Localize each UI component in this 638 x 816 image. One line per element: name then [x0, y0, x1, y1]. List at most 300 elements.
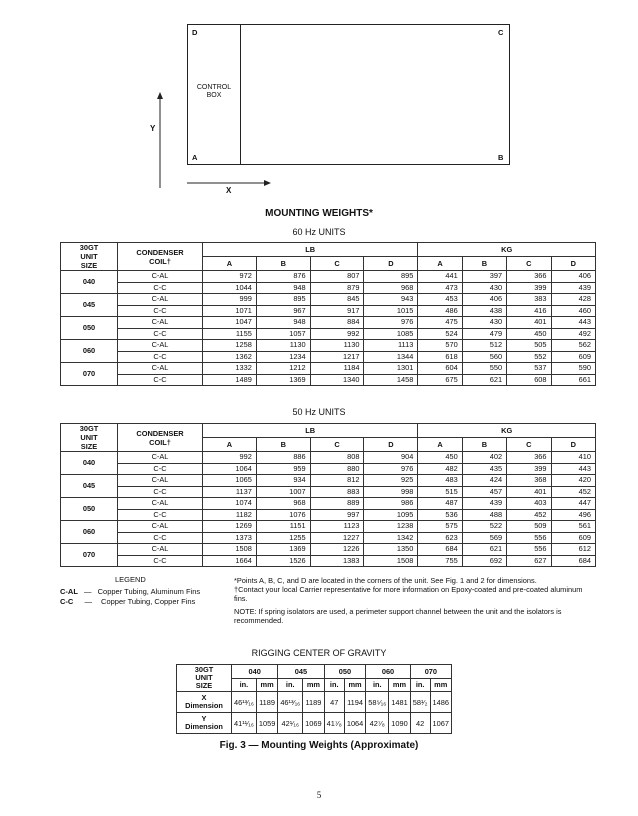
table-row: [61, 532, 596, 544]
notes-block: [234, 576, 596, 625]
note-star: *Points A, B, C, and D are located in the corners of the unit. See Fig. 1 and 2 for dimensions.: [234, 576, 537, 585]
weight-cell: 886: [256, 452, 310, 464]
weight-cell: 1130: [310, 340, 364, 352]
weight-cell: 1350: [364, 544, 418, 556]
cog-unit-header: mm: [389, 678, 410, 692]
weight-cell: 488: [462, 509, 506, 521]
weight-cell: 496: [551, 509, 595, 521]
table-row: [177, 713, 452, 734]
coil-type: C-C: [118, 532, 203, 544]
weight-cell: 661: [551, 374, 595, 386]
weight-cell: 1458: [364, 374, 418, 386]
cog-value: 1059: [256, 713, 277, 734]
weight-cell: 486: [418, 305, 462, 317]
weight-cell: 561: [551, 521, 595, 533]
mounting-weights-title: MOUNTING WEIGHTS*: [265, 208, 373, 219]
header-row: [61, 424, 596, 438]
weight-cell: 441: [418, 271, 462, 283]
control-box-line2: BOX: [206, 92, 222, 99]
weight-cell: 560: [462, 351, 506, 363]
weight-cell: 1369: [256, 544, 310, 556]
cog-table: [176, 664, 452, 734]
weight-cell: 1113: [364, 340, 418, 352]
size-header-line: SIZE: [195, 681, 213, 690]
cog-size-header: 070: [410, 665, 451, 679]
legend-dash: —: [84, 587, 92, 596]
point-header: A: [418, 438, 462, 452]
size-header: [61, 424, 118, 452]
weight-cell: 439: [551, 282, 595, 294]
corner-b-label: B: [498, 153, 504, 162]
weight-cell: 443: [551, 317, 595, 329]
corner-a-label: A: [192, 153, 198, 162]
size-header-line: 30GT: [79, 424, 99, 433]
coil-type: C-AL: [118, 521, 203, 533]
legend-text: Copper Tubing, Aluminum Fins: [97, 587, 201, 596]
weight-cell: 1074: [203, 498, 257, 510]
weight-cell: 460: [551, 305, 595, 317]
size-header-line: UNIT: [195, 673, 213, 682]
size-header-line: SIZE: [80, 261, 98, 270]
unit-size: 045: [61, 475, 118, 498]
legend-title: LEGEND: [115, 575, 146, 584]
weight-cell: 368: [507, 475, 551, 487]
size-header-line: UNIT: [80, 433, 98, 442]
table-row: [61, 374, 596, 386]
weight-cell: 692: [462, 555, 506, 567]
weight-cell: 537: [507, 363, 551, 375]
weight-cell: 604: [418, 363, 462, 375]
coil-type: C-AL: [118, 340, 203, 352]
cog-value: 1194: [344, 692, 365, 713]
weight-cell: 1064: [203, 463, 257, 475]
coil-type: C-AL: [118, 452, 203, 464]
coil-type: C-AL: [118, 498, 203, 510]
unit-size: 050: [61, 498, 118, 521]
weight-cell: 483: [418, 475, 462, 487]
weight-cell: 1362: [203, 351, 257, 363]
cog-value: 42: [410, 713, 430, 734]
coil-header-line: COIL†: [149, 256, 171, 266]
note-spring: NOTE: If spring isolators are used, a perimeter support channel between the unit and the isolators is recommended.: [234, 607, 562, 625]
weight-cell: 609: [551, 351, 595, 363]
weight-cell: 1508: [364, 555, 418, 567]
size-header-line: UNIT: [80, 252, 98, 261]
cog-value: 1189: [303, 692, 324, 713]
weight-cell: 755: [418, 555, 462, 567]
weight-cell: 1155: [203, 328, 257, 340]
weight-cell: 435: [462, 463, 506, 475]
weight-cell: 524: [418, 328, 462, 340]
weight-cell: 1340: [310, 374, 364, 386]
weight-cell: 1057: [256, 328, 310, 340]
corner-d-label: D: [192, 28, 198, 37]
table-row: [61, 498, 596, 510]
weight-cell: 569: [462, 532, 506, 544]
weight-cell: 976: [364, 463, 418, 475]
weight-cell: 1269: [203, 521, 257, 533]
coil-type: C-C: [118, 305, 203, 317]
size-header: [61, 243, 118, 271]
weight-cell: 1373: [203, 532, 257, 544]
weight-cell: 1212: [256, 363, 310, 375]
weight-cell: 845: [310, 294, 364, 306]
weight-cell: 401: [507, 317, 551, 329]
weight-cell: 1227: [310, 532, 364, 544]
table-row: [61, 328, 596, 340]
unit-size: 070: [61, 363, 118, 386]
size-header: [177, 665, 232, 692]
table-row: [61, 351, 596, 363]
weight-cell: 479: [462, 328, 506, 340]
cog-unit-header: in.: [324, 678, 344, 692]
x-axis-label: X: [226, 186, 232, 195]
weight-cell: 1015: [364, 305, 418, 317]
point-header: D: [364, 438, 418, 452]
size-header-line: 30GT: [194, 665, 214, 674]
weight-cell: 428: [551, 294, 595, 306]
weight-cell: 1217: [310, 351, 364, 363]
weight-cell: 1226: [310, 544, 364, 556]
weight-cell: 556: [507, 544, 551, 556]
weight-cell: 917: [310, 305, 364, 317]
figure-caption: Fig. 3 — Mounting Weights (Approximate): [219, 740, 419, 751]
header-row: [61, 243, 596, 257]
weight-cell: 967: [256, 305, 310, 317]
unit-size: 040: [61, 452, 118, 475]
unit-size: 040: [61, 271, 118, 294]
weight-cell: 992: [310, 328, 364, 340]
point-header: D: [551, 438, 595, 452]
weight-cell: 383: [507, 294, 551, 306]
y-axis-label: Y: [150, 124, 156, 133]
table-row: [61, 271, 596, 283]
weight-cell: 399: [507, 282, 551, 294]
point-header: A: [418, 257, 462, 271]
coil-type: C-AL: [118, 363, 203, 375]
weight-cell: 475: [418, 317, 462, 329]
legend-dash: —: [84, 597, 92, 606]
cog-value: 58⁵⁄₁₆: [366, 692, 389, 713]
weight-cell: 675: [418, 374, 462, 386]
table-row: [61, 463, 596, 475]
weight-cell: 562: [551, 340, 595, 352]
coil-type: C-C: [118, 351, 203, 363]
weight-cell: 1238: [364, 521, 418, 533]
weight-cell: 1123: [310, 521, 364, 533]
weight-cell: 612: [551, 544, 595, 556]
weight-cell: 406: [462, 294, 506, 306]
weight-cell: 879: [310, 282, 364, 294]
weight-cell: 512: [462, 340, 506, 352]
point-header: B: [256, 257, 310, 271]
unit-size: 060: [61, 521, 118, 544]
weight-cell: 575: [418, 521, 462, 533]
coil-type: C-C: [118, 282, 203, 294]
weight-cell: 997: [310, 509, 364, 521]
lb-header: LB: [203, 243, 418, 257]
unit-size: 045: [61, 294, 118, 317]
table-row: [61, 509, 596, 521]
weight-cell: 1095: [364, 509, 418, 521]
weight-cell: 880: [310, 463, 364, 475]
weight-cell: 968: [364, 282, 418, 294]
coil-type: C-AL: [118, 475, 203, 487]
weight-cell: 399: [507, 463, 551, 475]
weight-cell: 609: [551, 532, 595, 544]
weight-cell: 889: [310, 498, 364, 510]
weight-cell: 430: [462, 317, 506, 329]
weight-cell: 447: [551, 498, 595, 510]
unit-size: 060: [61, 340, 118, 363]
weight-cell: 1255: [256, 532, 310, 544]
weight-cell: 473: [418, 282, 462, 294]
coil-type: C-AL: [118, 271, 203, 283]
weight-cell: 1344: [364, 351, 418, 363]
cog-value: 1067: [430, 713, 451, 734]
weight-cell: 430: [462, 282, 506, 294]
weight-cell: 550: [462, 363, 506, 375]
weight-cell: 1044: [203, 282, 257, 294]
cog-value: 46¹³⁄₁₆: [232, 692, 257, 713]
weight-cell: 590: [551, 363, 595, 375]
dimension-label-line: Dimension: [185, 701, 223, 710]
coil-type: C-C: [118, 374, 203, 386]
dimension-label-line: Dimension: [185, 722, 223, 731]
cog-unit-header: in.: [410, 678, 430, 692]
weight-cell: 1007: [256, 486, 310, 498]
table-50hz-caption: 50 Hz UNITS: [292, 407, 346, 417]
cog-title: RIGGING CENTER OF GRAVITY: [251, 648, 387, 658]
coil-header: [118, 424, 203, 452]
weight-cell: 1151: [256, 521, 310, 533]
cog-unit-header: mm: [430, 678, 451, 692]
cog-value: 1481: [389, 692, 410, 713]
weight-cell: 570: [418, 340, 462, 352]
weight-cell: 627: [507, 555, 551, 567]
weight-cell: 623: [418, 532, 462, 544]
coil-type: C-C: [118, 509, 203, 521]
weight-cell: 621: [462, 374, 506, 386]
size-header-line: SIZE: [80, 442, 98, 451]
weight-cell: 1137: [203, 486, 257, 498]
weight-cell: 416: [507, 305, 551, 317]
weight-cell: 487: [418, 498, 462, 510]
legend-abbr: C-AL: [60, 587, 78, 596]
weight-cell: 1076: [256, 509, 310, 521]
header-row: [177, 665, 452, 679]
table-row: [61, 544, 596, 556]
cog-value: 1069: [303, 713, 324, 734]
weight-cell: 492: [551, 328, 595, 340]
control-box-line1: CONTROL: [196, 84, 232, 91]
weight-cell: 876: [256, 271, 310, 283]
weight-cell: 556: [507, 532, 551, 544]
weight-cell: 684: [418, 544, 462, 556]
weight-cell: 1258: [203, 340, 257, 352]
weight-cell: 452: [551, 486, 595, 498]
point-header: A: [203, 257, 257, 271]
cog-unit-header: in.: [278, 678, 303, 692]
weight-cell: 439: [462, 498, 506, 510]
table-60hz: [60, 242, 596, 386]
legend-item-cal: [60, 587, 200, 596]
point-header: A: [203, 438, 257, 452]
weight-cell: 883: [310, 486, 364, 498]
cog-value: 42¹⁄₁₆: [278, 713, 303, 734]
legend-item-cc: [60, 597, 195, 606]
table-row: [61, 521, 596, 533]
weight-cell: 424: [462, 475, 506, 487]
weight-cell: 366: [507, 271, 551, 283]
kg-header: KG: [418, 243, 596, 257]
weight-cell: 402: [462, 452, 506, 464]
table-row: [61, 317, 596, 329]
table-row: [61, 452, 596, 464]
table-row: [61, 294, 596, 306]
coil-type: C-C: [118, 486, 203, 498]
table-row: [61, 475, 596, 487]
weight-cell: 1085: [364, 328, 418, 340]
weight-cell: 450: [507, 328, 551, 340]
table-60hz-caption: 60 Hz UNITS: [292, 227, 346, 237]
weight-cell: 976: [364, 317, 418, 329]
weight-cell: 618: [418, 351, 462, 363]
table-row: [61, 305, 596, 317]
weight-cell: 453: [418, 294, 462, 306]
weight-cell: 895: [256, 294, 310, 306]
weight-cell: 1489: [203, 374, 257, 386]
weight-cell: 1184: [310, 363, 364, 375]
coil-header-line: CONDENSER: [136, 428, 184, 438]
weight-cell: 522: [462, 521, 506, 533]
unit-size: 070: [61, 544, 118, 567]
weight-cell: 1508: [203, 544, 257, 556]
point-header: B: [462, 257, 506, 271]
weight-cell: 972: [203, 271, 257, 283]
legend-abbr: C-C: [60, 597, 74, 606]
lb-header: LB: [203, 424, 418, 438]
point-header: C: [507, 257, 551, 271]
weight-cell: 812: [310, 475, 364, 487]
dimension-label-line: X: [201, 693, 207, 702]
point-header: B: [462, 438, 506, 452]
cog-value: 1064: [344, 713, 365, 734]
coil-type: C-C: [118, 463, 203, 475]
cog-value: 1189: [256, 692, 277, 713]
cog-value: 1090: [389, 713, 410, 734]
table-row: [61, 340, 596, 352]
weight-cell: 684: [551, 555, 595, 567]
table-row: [61, 363, 596, 375]
cog-size-header: 040: [232, 665, 278, 679]
cog-value: 46¹³⁄₁₆: [278, 692, 303, 713]
point-header: C: [310, 438, 364, 452]
legend-text: Copper Tubing, Copper Fins: [101, 597, 196, 606]
cog-size-header: 050: [324, 665, 366, 679]
weight-cell: 1065: [203, 475, 257, 487]
weight-cell: 934: [256, 475, 310, 487]
note-dagger: †Contact your local Carrier representative for more information on Epoxy-coated and pre-coated aluminum fins.: [234, 585, 583, 603]
point-header: C: [310, 257, 364, 271]
table-50hz: [60, 423, 596, 567]
table-row: [61, 486, 596, 498]
weight-cell: 515: [418, 486, 462, 498]
coil-header-line: CONDENSER: [136, 247, 184, 257]
dimension-label: [177, 692, 232, 713]
cog-value: 42⁷⁄₈: [366, 713, 389, 734]
weight-cell: 986: [364, 498, 418, 510]
coil-type: C-AL: [118, 294, 203, 306]
weight-cell: 608: [507, 374, 551, 386]
weight-cell: 1130: [256, 340, 310, 352]
dimension-label: [177, 713, 232, 734]
weight-cell: 807: [310, 271, 364, 283]
coil-header: [118, 243, 203, 271]
table-row: [61, 282, 596, 294]
cog-value: 41⁷⁄₈: [324, 713, 344, 734]
weight-cell: 457: [462, 486, 506, 498]
point-header: B: [256, 438, 310, 452]
weight-cell: 443: [551, 463, 595, 475]
point-header: D: [364, 257, 418, 271]
weight-cell: 366: [507, 452, 551, 464]
weight-cell: 403: [507, 498, 551, 510]
weight-cell: 1664: [203, 555, 257, 567]
weight-cell: 998: [364, 486, 418, 498]
weight-cell: 397: [462, 271, 506, 283]
weight-cell: 1369: [256, 374, 310, 386]
weight-cell: 808: [310, 452, 364, 464]
coil-type: C-C: [118, 328, 203, 340]
weight-cell: 509: [507, 521, 551, 533]
cog-size-header: 060: [366, 665, 410, 679]
cog-size-header: 045: [278, 665, 324, 679]
cog-unit-header: mm: [303, 678, 324, 692]
unit-size: 050: [61, 317, 118, 340]
weight-cell: 401: [507, 486, 551, 498]
weight-cell: 925: [364, 475, 418, 487]
weight-cell: 410: [551, 452, 595, 464]
size-header-line: 30GT: [79, 243, 99, 252]
weight-cell: 1182: [203, 509, 257, 521]
weight-cell: 438: [462, 305, 506, 317]
corner-c-label: C: [498, 28, 504, 37]
weight-cell: 482: [418, 463, 462, 475]
weight-cell: 406: [551, 271, 595, 283]
weight-cell: 999: [203, 294, 257, 306]
weight-cell: 1526: [256, 555, 310, 567]
weight-cell: 420: [551, 475, 595, 487]
table-row: [61, 555, 596, 567]
point-header: D: [551, 257, 595, 271]
cog-value: 58¹⁄₂: [410, 692, 430, 713]
weight-cell: 968: [256, 498, 310, 510]
weight-cell: 450: [418, 452, 462, 464]
cog-unit-header: mm: [256, 678, 277, 692]
weight-cell: 1234: [256, 351, 310, 363]
cog-unit-header: mm: [344, 678, 365, 692]
point-header: C: [507, 438, 551, 452]
weight-cell: 895: [364, 271, 418, 283]
axis-arrows: [150, 90, 275, 192]
cog-value: 41¹¹⁄₁₆: [232, 713, 257, 734]
dimension-label-line: Y: [201, 714, 207, 723]
table-row: [177, 692, 452, 713]
cog-unit-header: in.: [366, 678, 389, 692]
cog-value: 1486: [430, 692, 451, 713]
weight-cell: 1071: [203, 305, 257, 317]
